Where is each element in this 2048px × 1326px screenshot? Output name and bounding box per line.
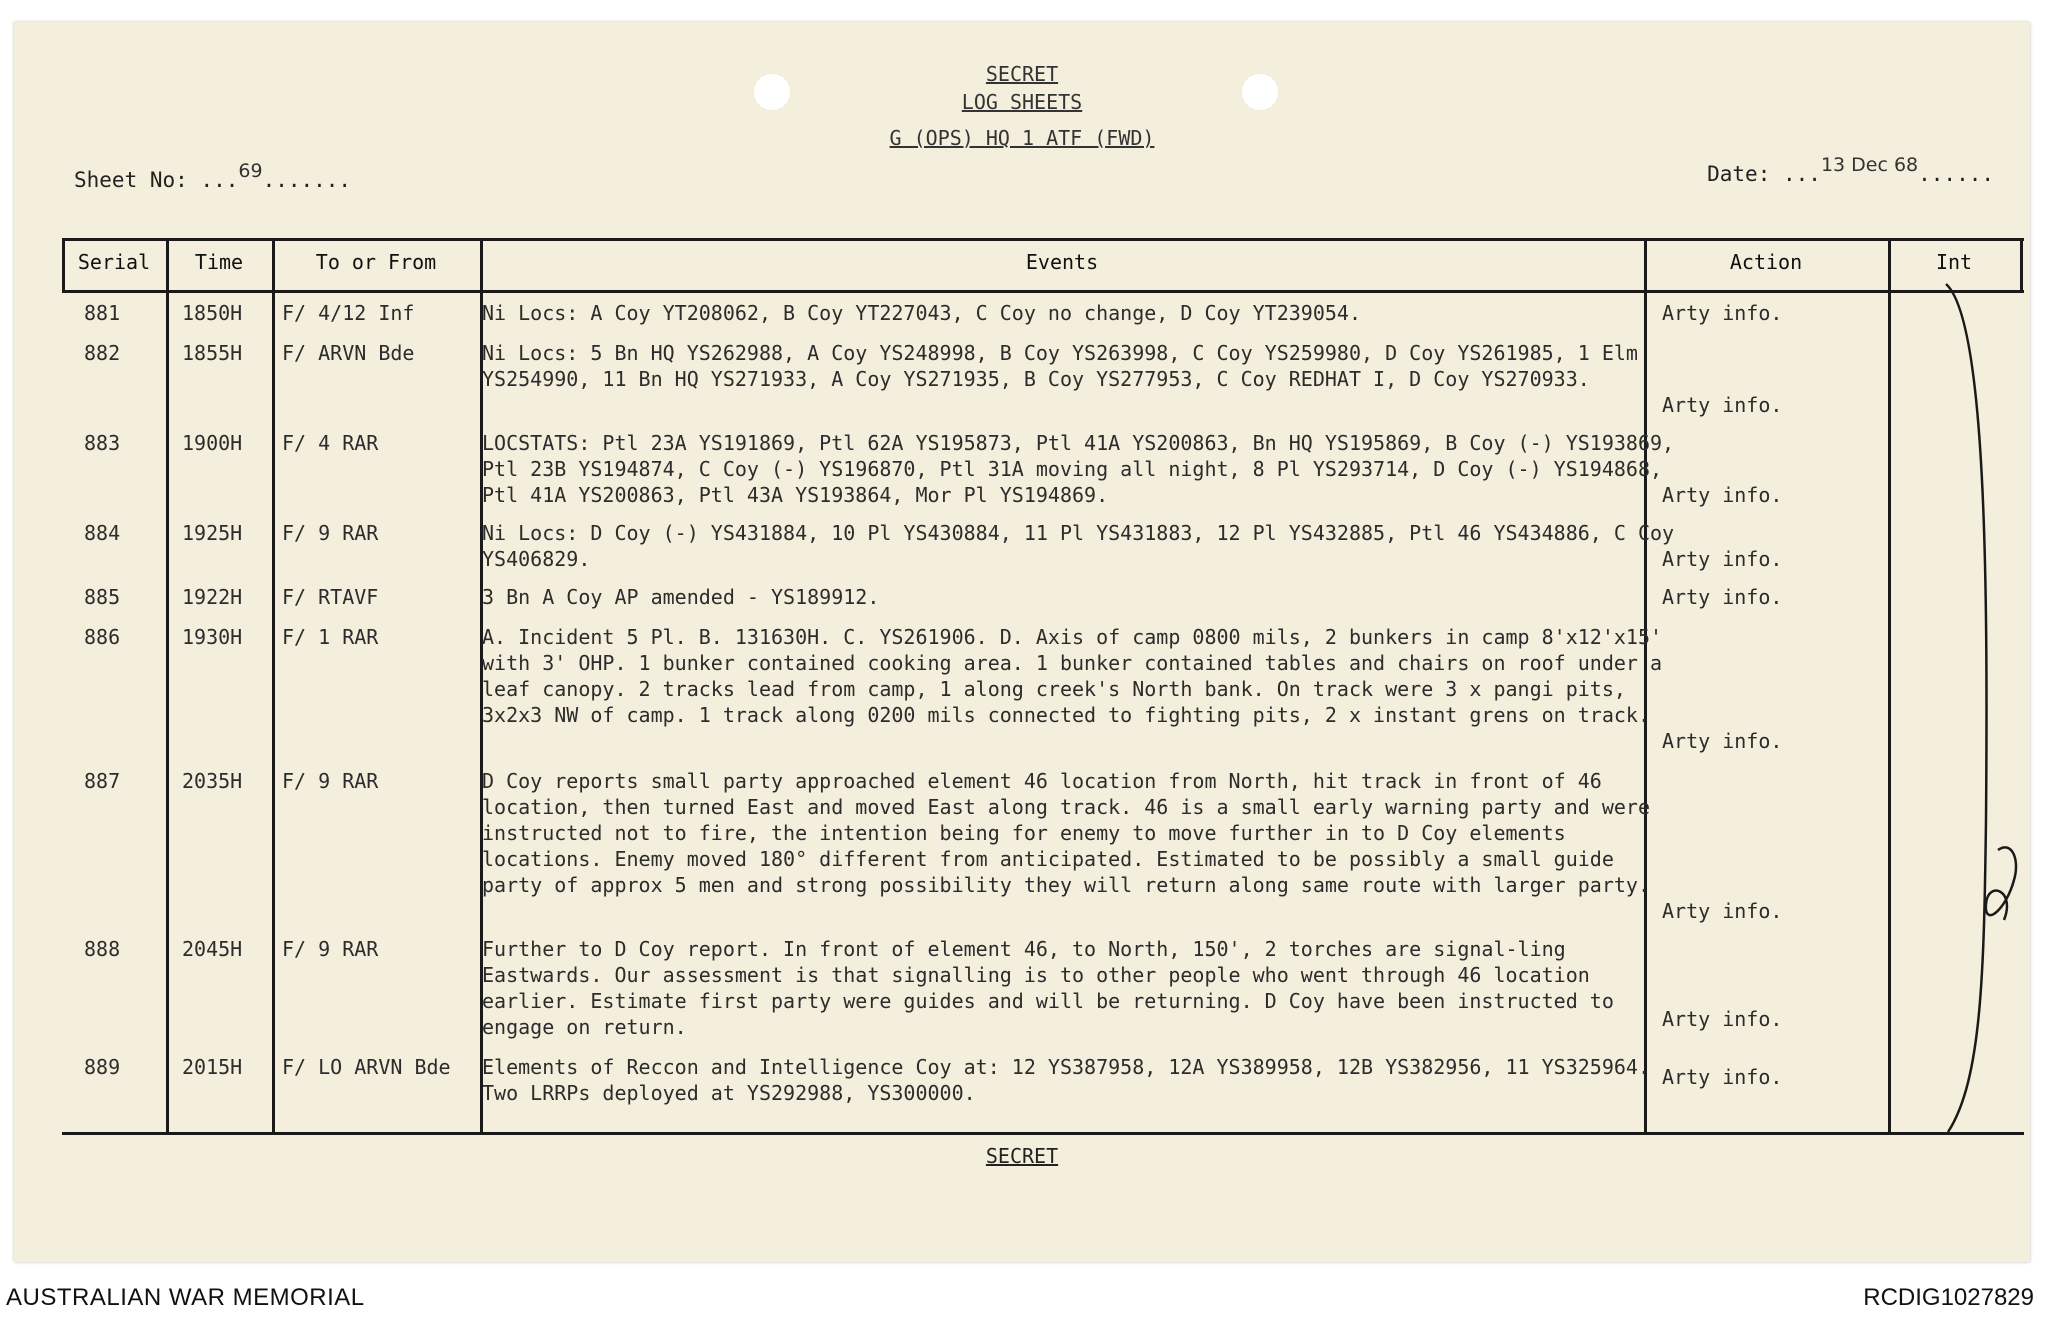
entry-time: 1930H [182,625,243,649]
date-label: Date: [1707,162,1771,186]
entry-from: F/ 9 RAR [282,937,379,961]
int-initials-text: J [2004,898,2005,899]
archive-credit: AUSTRALIAN WAR MEMORIAL [6,1284,365,1311]
column-header-int: Int [1935,250,1973,274]
entry-action: Arty info. [1662,899,1783,923]
column-header-serial: Serial [77,250,151,274]
column-header-time: Time [194,250,244,274]
classification-footer: SECRET [985,1144,1059,1168]
entry-from: F/ ARVN Bde [282,341,415,365]
entry-action: Arty info. [1662,729,1783,753]
entry-action: Arty info. [1662,393,1783,417]
entry-from: F/ LO ARVN Bde [282,1055,451,1079]
unit-heading: G (OPS) HQ 1 ATF (FWD) [889,126,1155,150]
entry-from: F/ 9 RAR [282,521,379,545]
entry-from: F/ 4 RAR [282,431,379,455]
entry-serial: 889 [84,1055,121,1079]
entry-serial: 885 [84,585,121,609]
entry-time: 1922H [182,585,243,609]
entry-serial: 888 [84,937,121,961]
entry-action: Arty info. [1662,483,1783,507]
entry-from: F/ 1 RAR [282,625,379,649]
entry-serial: 883 [84,431,121,455]
entry-serial: 884 [84,521,121,545]
sheet-number-label: Sheet No: [74,168,188,192]
entry-events: Ni Locs: 5 Bn HQ YS262988, A Coy YS248998, B Coy YS263998, C Coy YS259980, D Coy YS261985, 1 Elm YS254990, 11 Bn HQ YS271933, A Coy YS271935, B Coy YS277953, C Coy REDHAT I, D Coy YS270933. [482,341,1638,391]
entry-serial: 881 [84,301,121,325]
entry-events: Further to D Coy report. In front of element 46, to North, 150', 2 torches are signal-ling Eastwards. Our assessment is that signalling is to other people who went through 46 location earlier. Estimate first party were guides and will be returning. D Coy have been instructed to engage on return. [482,937,1614,1039]
log-sheet-page [14,22,2030,1262]
entry-time: 1850H [182,301,243,325]
entry-action: Arty info. [1662,585,1783,609]
entry-time: 2015H [182,1055,243,1079]
log-table [62,212,2024,1134]
entry-events: Ni Locs: A Coy YT208062, B Coy YT227043, C Coy no change, D Coy YT239054. [482,301,1361,325]
sheet-number-field: Sheet No: ...69....... [74,160,352,192]
sheet-number-value: 69 [238,160,263,182]
entry-action: Arty info. [1662,1007,1783,1031]
entry-events: D Coy reports small party approached element 46 location from North, hit track in front of 46 location, then turned East and moved East along track. 46 is a small early warning party and were instructed not to fire, the intention being for enemy to move further in to D Coy elements locations. Enemy moved 180° different from anticipated. Estimated to be possibly a small guide party of approx 5 men and strong possibility they will return along same route with larger party. [482,769,1650,897]
entry-from: F/ 4/12 Inf [282,301,415,325]
entry-events: A. Incident 5 Pl. B. 131630H. C. YS261906. D. Axis of camp 0800 mils, 2 bunkers in camp 8'x12'x15' with 3' OHP. 1 bunker contained cooking area. 1 bunker contained tables and chairs on roof under a leaf canopy. 2 tracks lead from camp, 1 along creek's North bank. On track were 3 x pangi pits, 3x2x3 NW of camp. 1 track along 0200 mils connected to fighting pits, 2 x instant grens on track. [482,625,1663,727]
entry-time: 2045H [182,937,243,961]
entry-serial: 886 [84,625,121,649]
entry-events: Elements of Reccon and Intelligence Coy at: 12 YS387958, 12A YS389958, 12B YS382956, 11 YS325964. Two LRRPs deployed at YS292988, YS300000. [482,1055,1650,1105]
entry-time: 2035H [182,769,243,793]
column-header-events: Events [1025,250,1099,274]
column-header-to-from: To or From [315,250,437,274]
entry-from: F/ RTAVF [282,585,379,609]
entry-serial: 882 [84,341,121,365]
date-value: 13 Dec 68 [1820,154,1919,176]
entry-action: Arty info. [1662,1065,1783,1089]
archive-id: RCDIG1027829 [1863,1284,2034,1311]
document-title: LOG SHEETS [961,90,1083,114]
entry-time: 1855H [182,341,243,365]
int-initials-mark [1942,280,2032,1140]
entry-action: Arty info. [1662,301,1783,325]
entry-action: Arty info. [1662,547,1783,571]
entry-from: F/ 9 RAR [282,769,379,793]
column-header-action: Action [1729,250,1803,274]
entry-events: LOCSTATS: Ptl 23A YS191869, Ptl 62A YS195873, Ptl 41A YS200863, Bn HQ YS195869, B Coy (-) YS193869, Ptl 23B YS194874, C Coy (-) YS196870, Ptl 31A moving all night, 8 Pl YS293714, D Coy (-) YS194868, Ptl 41A YS200863, Ptl 43A YS193864, Mor Pl YS194869. [482,431,1675,507]
entry-events: 3 Bn A Coy AP amended - YS189912. [482,585,880,609]
entry-time: 1925H [182,521,243,545]
entry-time: 1900H [182,431,243,455]
classification-heading: SECRET [985,62,1059,86]
date-field: Date: ...13 Dec 68...... [1707,154,1994,186]
entry-serial: 887 [84,769,121,793]
entry-events: Ni Locs: D Coy (-) YS431884, 10 Pl YS430884, 11 Pl YS431883, 12 Pl YS432885, Ptl 46 YS434886, C Coy YS406829. [482,521,1675,571]
